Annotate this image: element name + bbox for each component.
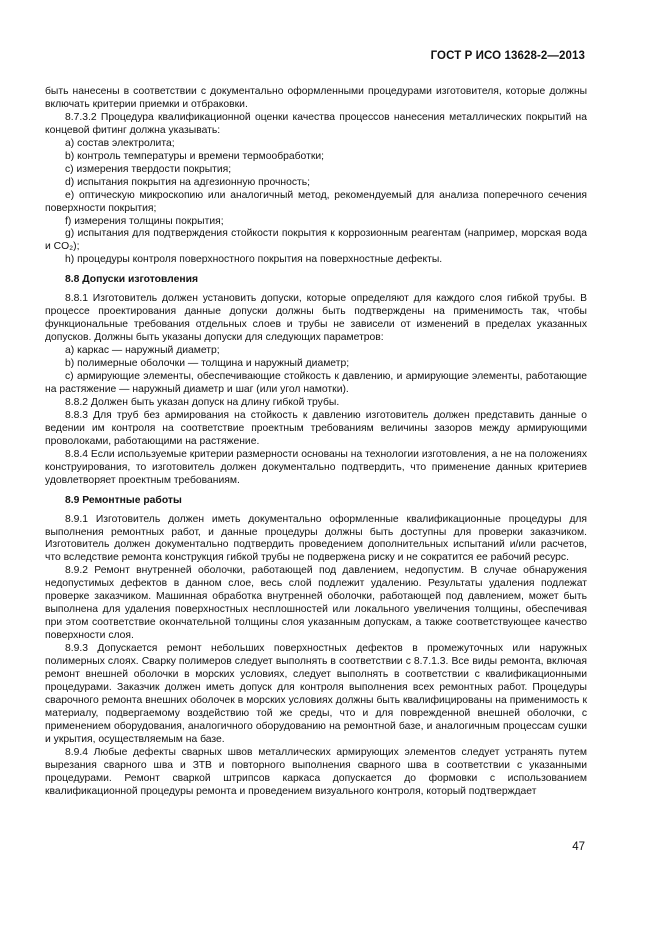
paragraph: 8.9.1 Изготовитель должен иметь документально оформленные квалификационные процедуры для выполнения ремонтных работ, и данные процедуры должны быть доступны для проверки заказчиком. Изготовитель должен документально подтвердить проведением дополнительных испытаний и/или расчетов, что вследствие ремонта конструкция гибкой трубы не подвержена риску и не сократится ее рабочий ресурс. [45, 513, 587, 564]
paragraph: быть нанесены в соответствии с документально оформленными процедурами изготовителя, которые должны включать критерии приемки и отбраковки. [45, 86, 587, 110]
document-header: ГОСТ Р ИСО 13628-2—2013 [430, 50, 585, 62]
list-item: b) полимерные оболочки — толщина и наружный диаметр; [65, 358, 350, 370]
section-heading: 8.9 Ремонтные работы [65, 494, 182, 506]
list-item: f) измерения толщины покрытия; [65, 215, 224, 227]
list-item: b) контроль температуры и времени термообработки; [65, 150, 324, 162]
list-item: h) процедуры контроля поверхностного покрытия на поверхностные дефекты. [65, 254, 443, 266]
list-item: e) оптическую микроскопию или аналогичный метод, рекомендуемый для анализа поперечного сечения поверхности покрытия; [45, 189, 587, 214]
paragraph: 8.8.3 Для труб без армирования на стойкость к давлению изготовитель должен представить данные о ведении им контроля на соответствие проектным требованиям величины зазоров между армирующими проволоками, работающими на растяжение. [45, 409, 587, 447]
list-item: c) измерения твердости покрытия; [65, 163, 232, 175]
paragraph: 8.8.4 Если используемые критерии размерности основаны на технологии изготовления, а не на положениях конструирования, то изготовитель должен документально подтвердить, что применение данных критериев удовлетворяет проектным требованиям. [45, 448, 587, 486]
document-body [45, 86, 587, 799]
paragraph: 8.9.3 Допускается ремонт небольших поверхностных дефектов в промежуточных или наружных полимерных слоях. Сварку полимеров следует выполнять в соответствии с 8.7.1.3. Все виды ремонта, включая ремонт внешней оболочки в морских условиях, следует выполнять в соответствии с квалификационными процедурами. Заказчик должен иметь допуск для контроля выполнения всех ремонтных работ. Процедуры сварочного ремонта внешних оболочек в морских условиях должны быть квалифицированы на применимость к материалу, подвергаемому воздействию той же среды, что и для поврежденной внешней оболочки, с применением оборудования, аналогичного оборудованию на ремонтной базе, и аналогичным процессам сушки и укрытия, осуществляемым на базе. [45, 643, 587, 745]
paragraph: 8.7.3.2 Процедура квалификационной оценки качества процессов нанесения металлических покрытий на концевой фитинг должна указывать: [45, 111, 587, 136]
section-heading: 8.8 Допуски изготовления [65, 274, 199, 286]
list-item: a) состав электролита; [65, 137, 175, 149]
list-item: a) каркас — наружный диаметр; [65, 345, 220, 357]
paragraph: 8.8.1 Изготовитель должен установить допуски, которые определяют для каждого слоя гибкой трубы. В процессе проектирования данные допуски должны быть подтверждены на применимость так, чтобы функциональные требования отдельных слоев и трубы не зависели от изменений в пределах указанных допусков. Должны быть указаны допуски для следующих параметров: [45, 293, 587, 344]
list-item: c) армирующие элементы, обеспечивающие стойкость к давлению, и армирующие элементы, работающие на растяжение — наружный диаметр и шаг (или угол намотки). [45, 371, 587, 395]
paragraph: 8.8.2 Должен быть указан допуск на длину гибкой трубы. [65, 396, 340, 408]
page-number: 47 [572, 841, 585, 853]
list-item: d) испытания покрытия на адгезионную прочность; [65, 176, 311, 188]
paragraph: 8.9.4 Любые дефекты сварных швов металлических армирующих элементов следует устранять путем вырезания сварного шва и ЗТВ и повторного выполнения сварного шва в соответствии с указанными процедурами. Ремонт сваркой штрипсов каркаса допускается до формовки с использованием квалификационной процедуры ремонта и проведением визуального контроля, который подтверждает [45, 746, 587, 797]
paragraph: 8.9.2 Ремонт внутренней оболочки, работающей под давлением, недопустим. В случае обнаружения недопустимых дефектов в данном слое, весь слой подлежит удалению. Результаты удаления подлежат проверке заказчиком. Машинная обработка внутренней оболочки, работающей под давлением, может быть выполнена для удаления поверхностных несплошностей или локального увеличения толщины, обеспечивая при этом соответствие окончательной толщины слоя указанным допускам, а также соответствующее качество поверхности слоя. [45, 565, 587, 642]
list-item: g) испытания для подтверждения стойкости покрытия к коррозионным реагентам (например, морская вода и CO₂); [45, 228, 587, 253]
